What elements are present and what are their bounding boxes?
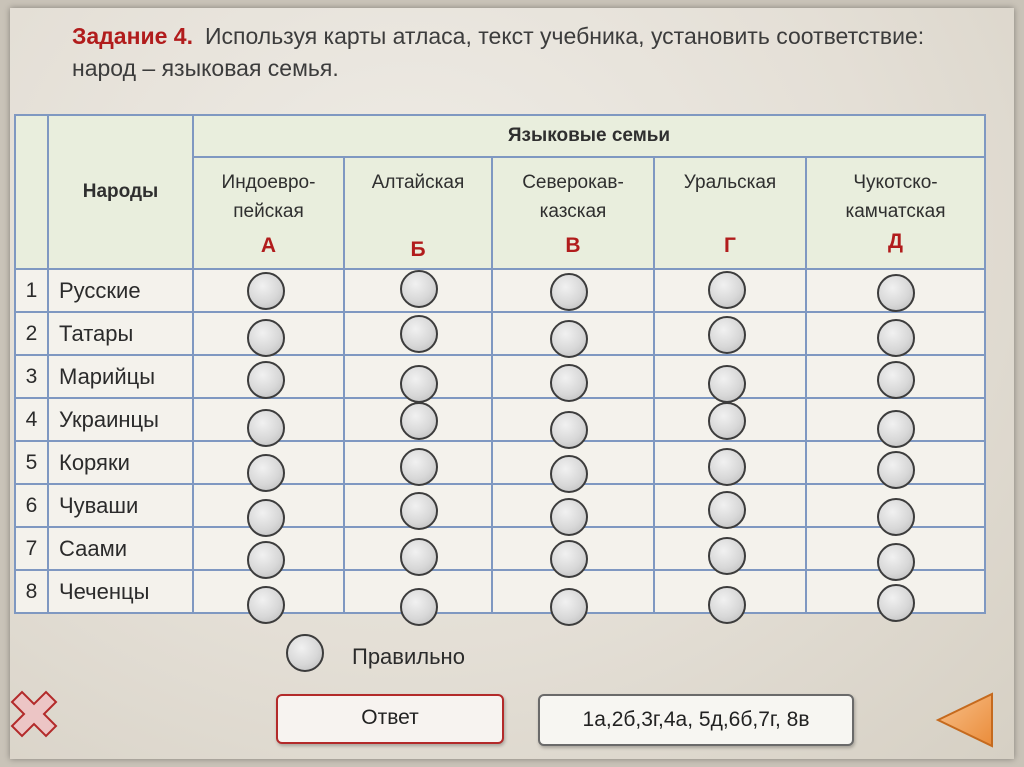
- back-arrow-icon[interactable]: [934, 690, 996, 750]
- answer-circle[interactable]: [550, 320, 588, 358]
- answer-circle[interactable]: [550, 540, 588, 578]
- answer-circle[interactable]: [708, 586, 746, 624]
- people-name: Коряки: [48, 441, 193, 484]
- row-number: 6: [15, 484, 48, 527]
- families-header: Языковые семьи: [193, 115, 985, 157]
- answer-circle[interactable]: [708, 365, 746, 403]
- people-name: Татары: [48, 312, 193, 355]
- answer-circle[interactable]: [708, 271, 746, 309]
- answer-circle[interactable]: [550, 364, 588, 402]
- family-name: Уральская: [683, 172, 777, 193]
- table-row: [15, 312, 985, 355]
- answer-circle[interactable]: [877, 410, 915, 448]
- answer-circle[interactable]: [400, 270, 438, 308]
- family-header-a: [193, 157, 344, 269]
- table-row: [15, 441, 985, 484]
- answer-circle[interactable]: [550, 588, 588, 626]
- task-dot: .: [186, 23, 193, 49]
- people-name: Саами: [48, 527, 193, 570]
- people-name: Русские: [48, 269, 193, 312]
- answer-circle[interactable]: [400, 448, 438, 486]
- number-header-cell: [15, 115, 48, 269]
- answer-circle[interactable]: [877, 319, 915, 357]
- task-instruction: Используя карты атласа, текст учебника, установить соответствие: народ – языковая семья.: [72, 23, 925, 81]
- answer-circle[interactable]: [877, 274, 915, 312]
- family-name: Чукотско-камчатская: [845, 172, 946, 222]
- correct-legend-circle: [286, 634, 324, 672]
- row-number: 7: [15, 527, 48, 570]
- family-letter: В: [565, 234, 581, 257]
- people-name: Марийцы: [48, 355, 193, 398]
- row-number: 5: [15, 441, 48, 484]
- answer-circle[interactable]: [400, 492, 438, 530]
- answer-circle[interactable]: [708, 448, 746, 486]
- answer-circle[interactable]: [550, 455, 588, 493]
- table-row: [15, 269, 985, 312]
- people-name: Украинцы: [48, 398, 193, 441]
- family-header-b: [344, 157, 492, 269]
- answer-circle[interactable]: [550, 411, 588, 449]
- family-letter: Г: [724, 234, 736, 257]
- peoples-header: Народы: [48, 115, 193, 269]
- answer-circle[interactable]: [550, 498, 588, 536]
- answer-circle[interactable]: [877, 451, 915, 489]
- matching-table: [14, 114, 986, 614]
- answer-circle[interactable]: [247, 319, 285, 357]
- answer-circle[interactable]: [247, 361, 285, 399]
- row-number: 2: [15, 312, 48, 355]
- answer-circle[interactable]: [400, 538, 438, 576]
- family-header-v: [492, 157, 654, 269]
- answer-circle[interactable]: [877, 498, 915, 536]
- row-number: 4: [15, 398, 48, 441]
- people-name: Чуваши: [48, 484, 193, 527]
- answer-circle[interactable]: [877, 361, 915, 399]
- answer-circle[interactable]: [400, 365, 438, 403]
- table-row: [15, 398, 985, 441]
- answer-circle[interactable]: [400, 315, 438, 353]
- answer-circle[interactable]: [247, 272, 285, 310]
- answer-circle[interactable]: [877, 543, 915, 581]
- task-label: Задание 4: [72, 23, 187, 49]
- answer-circle[interactable]: [247, 586, 285, 624]
- answer-circle[interactable]: [708, 491, 746, 529]
- family-header-g: [654, 157, 806, 269]
- people-name: Чеченцы: [48, 570, 193, 613]
- family-name: Северокав-казская: [522, 172, 624, 222]
- answer-circle[interactable]: [708, 402, 746, 440]
- answer-circle[interactable]: [247, 409, 285, 447]
- table-row: [15, 527, 985, 570]
- answer-button[interactable]: Ответ: [276, 694, 504, 744]
- page-title: [72, 20, 972, 84]
- close-icon[interactable]: [2, 682, 66, 746]
- answer-circle[interactable]: [400, 402, 438, 440]
- table-row: [15, 484, 985, 527]
- family-letter: Д: [888, 230, 903, 253]
- row-number: 3: [15, 355, 48, 398]
- answer-circle[interactable]: [247, 499, 285, 537]
- table-row: [15, 570, 985, 613]
- family-letter: Б: [410, 238, 426, 261]
- row-number: 8: [15, 570, 48, 613]
- family-header-d: [806, 157, 985, 269]
- answer-circle[interactable]: [400, 588, 438, 626]
- family-name: Индоевро-пейская: [221, 172, 316, 222]
- answer-circle[interactable]: [877, 584, 915, 622]
- answer-text-box: 1а,2б,3г,4а, 5д,6б,7г, 8в: [538, 694, 854, 746]
- family-letter: А: [260, 234, 277, 257]
- family-name: Алтайская: [371, 172, 465, 193]
- answer-circle[interactable]: [550, 273, 588, 311]
- answer-circle[interactable]: [247, 541, 285, 579]
- table-row: [15, 355, 985, 398]
- answer-circle[interactable]: [708, 316, 746, 354]
- correct-legend-label: Правильно: [352, 644, 465, 669]
- answer-circle[interactable]: [247, 454, 285, 492]
- row-number: 1: [15, 269, 48, 312]
- answer-circle[interactable]: [708, 537, 746, 575]
